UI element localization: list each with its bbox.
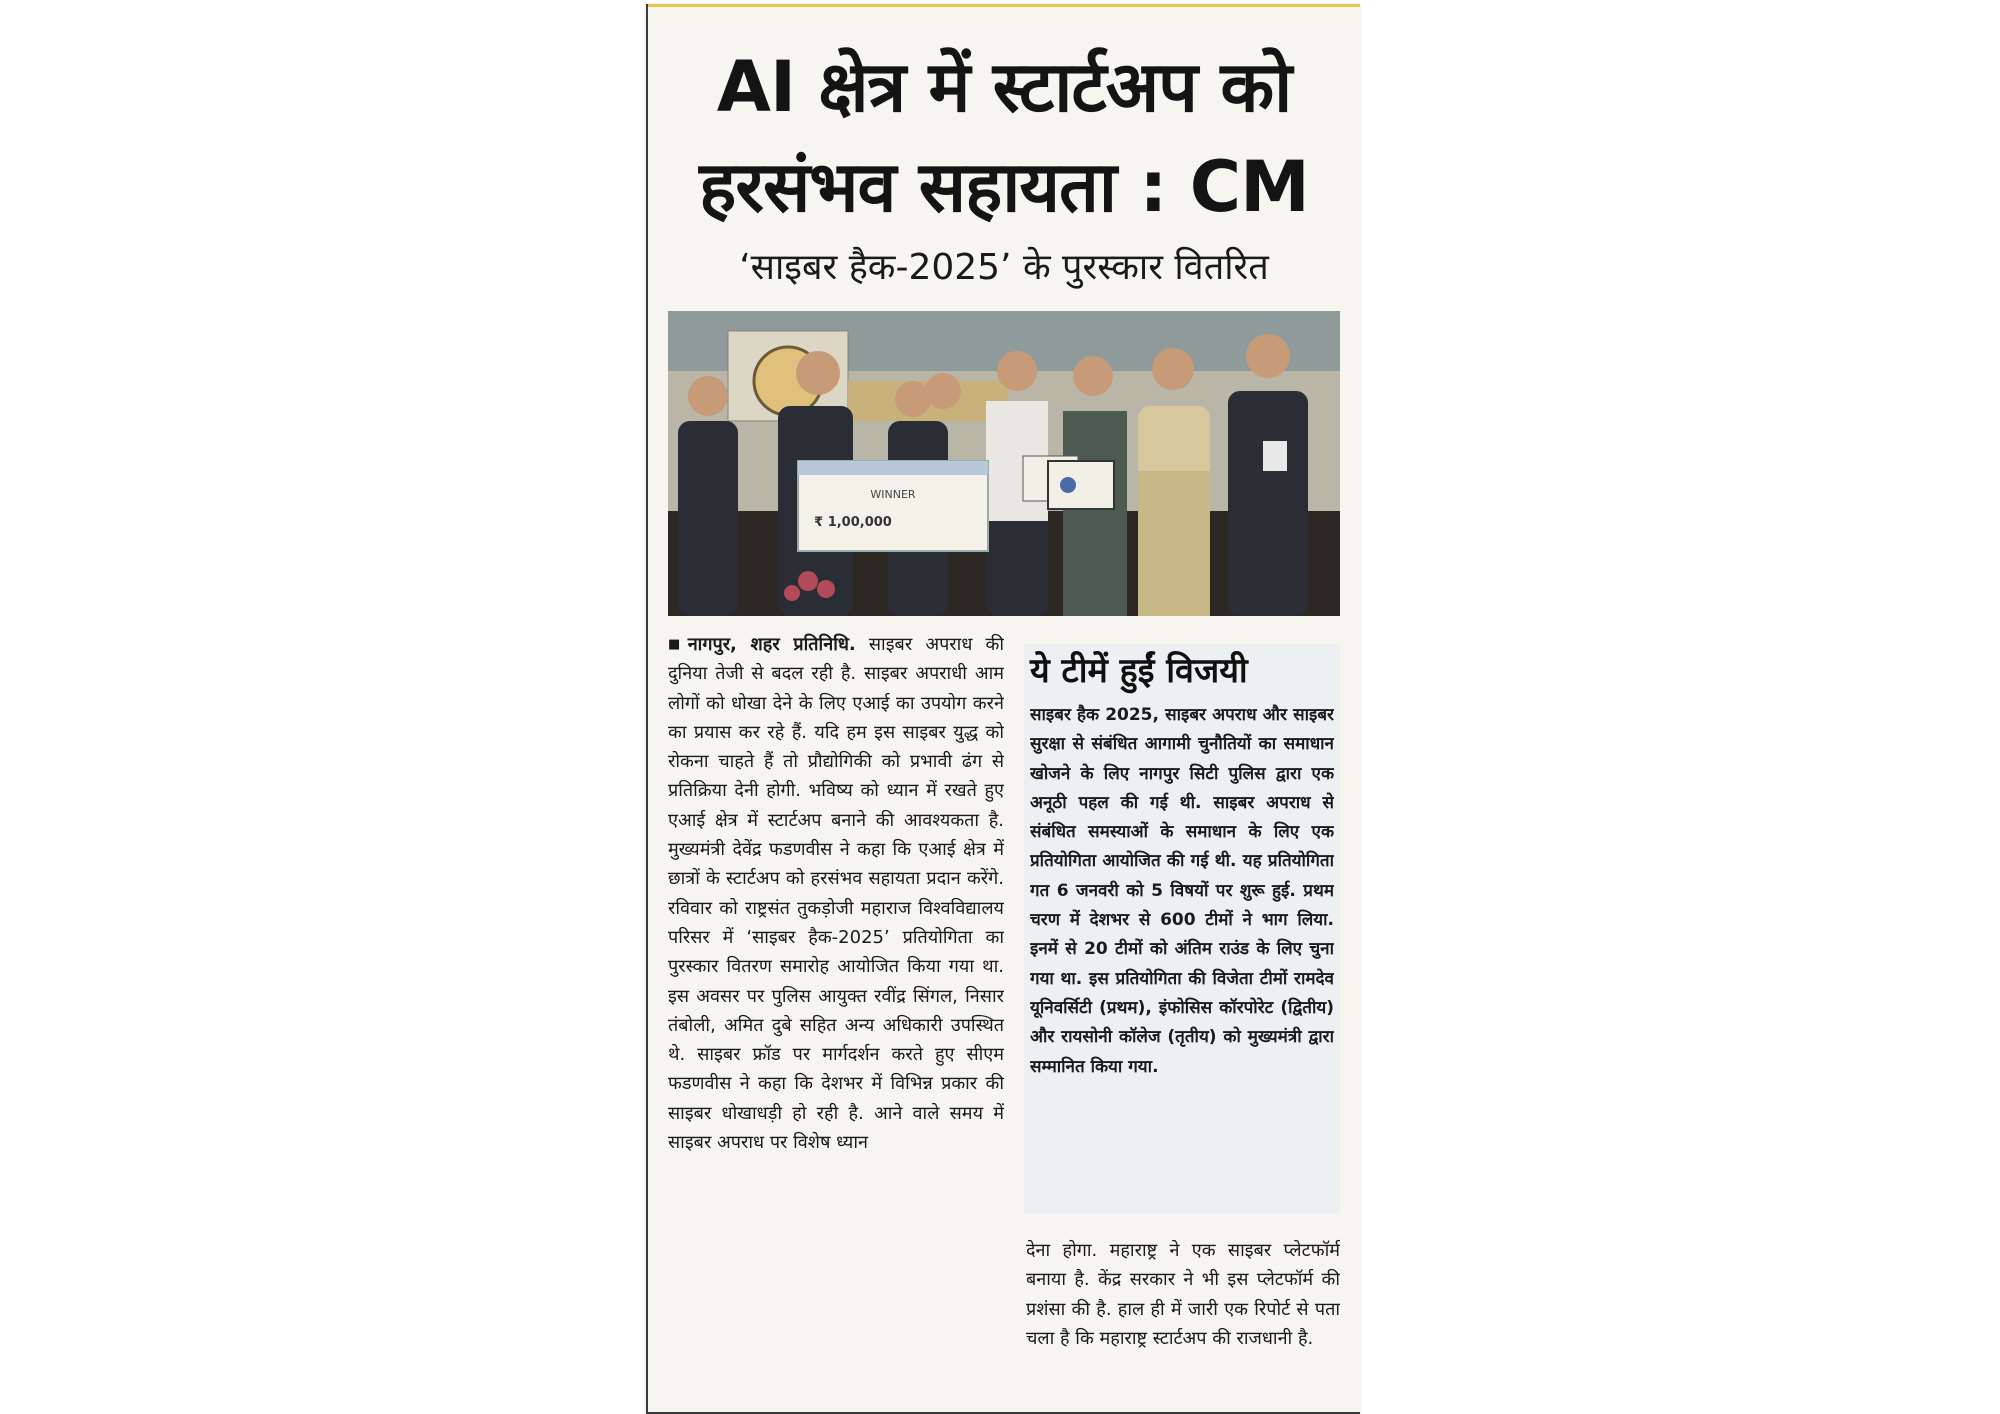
- top-rule: [648, 4, 1360, 7]
- event-photo: [668, 311, 1340, 616]
- article-left-column: ■नागपुर, शहर प्रतिनिधि. साइबर अपराध की दुनिया तेजी से बदल रही है. साइबर अपराधी आम लोगों को धोखा देने के लिए एआई का उपयोग करने का प्रयास कर रहे हैं. यदि हम इस साइबर युद्ध को रोकना चाहते हैं तो प्रौद्योगिकी को प्रभावी ढंग से प्रतिक्रिया देनी होगी. भविष्य को ध्यान में रखते हुए एआई क्षेत्र में स्टार्टअप बनाने की आवश्यकता है. मुख्यमंत्री देवेंद्र फडणवीस ने कहा कि एआई क्षेत्र में छात्रों के स्टार्टअप को हरसंभव सहायता प्रदान करेंगे. रविवार को राष्ट्रसंत तुकड़ोजी महाराज विश्वविद्यालय परिसर में ‘साइबर हैक-2025’ प्रतियोगिता का पुरस्कार वितरण समारोह आयोजित किया गया था. इस अवसर पर पुलिस आयुक्त रवींद्र सिंगल, निसार तंबोली, अमित दुबे सहित अन्य अधिकारी उपस्थित थे. साइबर फ्रॉड पर मार्गदर्शन करते हुए सीएम फडणवीस ने कहा कि देशभर में विभिन्न प्रकार की साइबर धोखाधड़ी हो रही है. आने वाले समय में साइबर अपराध पर विशेष ध्यान: [668, 634, 1004, 1154]
- cheque-label: WINNER: [870, 488, 916, 501]
- article-continuation: देना होगा. महाराष्ट्र ने एक साइबर प्लेटफॉर्म बनाया है. केंद्र सरकार ने भी इस प्लेटफॉर्म की प्रशंसा की है. हाल ही में जारी एक रिपोर्ट से पता चला है कि महाराष्ट्र स्टार्टअप की राजधानी है.: [1026, 1240, 1340, 1349]
- headline-line-1: AI क्षेत्र में स्टार्टअप को: [716, 46, 1292, 128]
- subheadline: ‘साइबर हैक-2025’ के पुरस्कार वितरित: [739, 247, 1269, 288]
- newspaper-clipping: [646, 4, 1360, 1414]
- headline-line-2: हरसंभव सहायता : CM: [699, 146, 1309, 228]
- cheque-amount: ₹ 1,00,000: [814, 515, 892, 530]
- winners-box-body: साइबर हैक 2025, साइबर अपराध और साइबर सुरक्षा से संबंधित आगामी चुनौतियों का समाधान खोजने के लिए नागपुर सिटी पुलिस द्वारा एक अनूठी पहल की गई थी. साइबर अपराध से संबंधित समस्याओं के समाधान के लिए एक प्रतियोगिता आयोजित की गई थी. यह प्रतियोगिता गत 6 जनवरी को 5 विषयों पर शुरू हुई. प्रथम चरण में देशभर से 600 टीमों ने भाग लिया. इनमें से 20 टीमों को अंतिम राउंड के लिए चुना गया था. इस प्रतियोगिता की विजेता टीमों रामदेव यूनिवर्सिटी (प्रथम), इंफोसिस कॉरपोरेट (द्वितीय) और रायसोनी कॉलेज (तृतीय) को मुख्यमंत्री द्वारा सम्मानित किया गया.: [1030, 705, 1334, 1077]
- winners-box-title: ये टीमें हुईं विजयी: [1030, 651, 1248, 691]
- article-body: साइबर अपराध की दुनिया तेजी से बदल रही है. साइबर अपराधी आम लोगों को धोखा देने के लिए एआई का उपयोग करने का प्रयास कर रहे हैं. यदि हम इस साइबर युद्ध को रोकना चाहते हैं तो प्रौद्योगिकी को प्रभावी ढंग से प्रतिक्रिया देनी होगी. भविष्य को ध्यान में रखते हुए एआई क्षेत्र में स्टार्टअप बनाने की आवश्यकता है. मुख्यमंत्री देवेंद्र फडणवीस ने कहा कि एआई क्षेत्र में छात्रों के स्टार्टअप को हरसंभव सहायता प्रदान करेंगे. रविवार को राष्ट्रसंत तुकड़ोजी महाराज विश्वविद्यालय परिसर में ‘साइबर हैक-2025’ प्रतियोगिता का पुरस्कार वितरण समारोह आयोजित किया गया था. इस अवसर पर पुलिस आयुक्त रवींद्र सिंगल, निसार तंबोली, अमित दुबे सहित अन्य अधिकारी उपस्थित थे. साइबर फ्रॉड पर मार्गदर्शन करते हुए सीएम फडणवीस ने कहा कि देशभर में विभिन्न प्रकार की साइबर धोखाधड़ी हो रही है. आने वाले समय में साइबर अपराध पर विशेष ध्यान: [668, 634, 1004, 1154]
- article-dateline: नागपुर, शहर प्रतिनिधि.: [687, 634, 856, 655]
